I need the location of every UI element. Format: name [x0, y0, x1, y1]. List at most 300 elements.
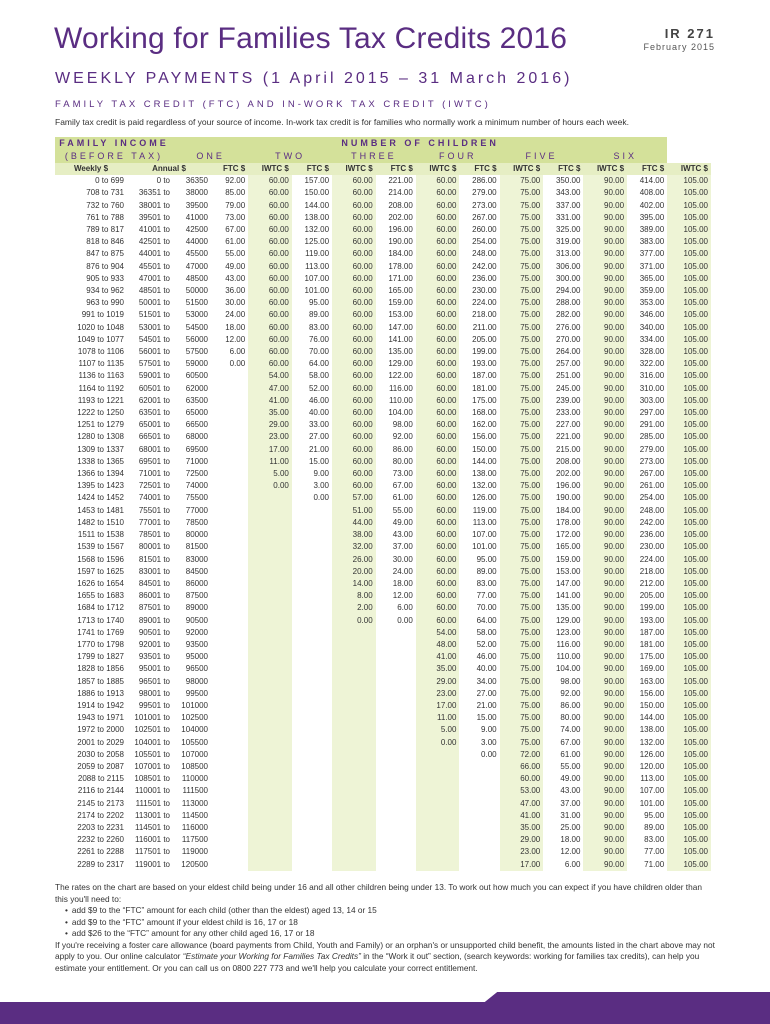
ftc-cell: 178.00: [555, 517, 581, 527]
ftc-cell: [211, 554, 248, 566]
ftc-cell: [292, 688, 332, 700]
annual-income-to-cell: 59000: [185, 359, 208, 369]
annual-income-to-cell: 50000: [185, 286, 208, 296]
table-row: [55, 810, 711, 822]
iwtc-cell: 75.00: [500, 358, 544, 370]
ftc-cell: 18.00: [560, 835, 581, 845]
ftc-cell: [211, 456, 248, 468]
iwtc-cell: 75.00: [500, 492, 544, 504]
ftc-cell: 119.00: [472, 505, 497, 515]
annual-income-from-cell: 89001 to: [138, 615, 170, 625]
ftc-cell: 230.00: [472, 286, 497, 296]
footer-notes: [55, 882, 715, 974]
ftc-cell: 9.00: [481, 725, 497, 735]
ftc-cell: [459, 846, 499, 858]
annual-income-from-cell: 68001 to: [138, 444, 170, 454]
iwtc-cell: [332, 785, 376, 797]
ftc-cell: [459, 773, 499, 785]
iwtc-cell: 105.00: [667, 261, 711, 273]
ftc-cell: [376, 785, 416, 797]
iwtc-cell: 105.00: [667, 834, 711, 846]
iwtc-cell: 38.00: [332, 529, 376, 541]
iwtc-cell: 11.00: [248, 456, 292, 468]
table-row: [55, 334, 711, 346]
ftc-cell: 156.00: [472, 432, 497, 442]
weekly-income-cell: 1914 to 1942: [77, 700, 124, 710]
footer-bullet: • add $9 to the “FTC” amount if your eldest child is 16, 17 or 18: [65, 917, 715, 929]
iwtc-cell: 75.00: [500, 627, 544, 639]
ftc-cell: [292, 529, 332, 541]
ftc-cell: 0.00: [481, 749, 497, 759]
ftc-cell: [211, 517, 248, 529]
annual-income-to-cell: 110000: [181, 774, 208, 784]
iwtc-cell: 105.00: [667, 590, 711, 602]
weekly-income-cell: 1684 to 1712: [77, 603, 124, 613]
iwtc-cell: 90.00: [583, 236, 627, 248]
iwtc-cell: 23.00: [248, 431, 292, 443]
iwtc-cell: 60.00: [332, 456, 376, 468]
iwtc-cell: 75.00: [500, 651, 544, 663]
ftc-cell: 122.00: [388, 371, 413, 381]
iwtc-cell: 60.00: [416, 346, 460, 358]
ftc-cell: 144.00: [639, 713, 665, 723]
ftc-cell: [376, 846, 416, 858]
ftc-cell: 221.00: [388, 176, 413, 186]
iwtc-cell: 60.00: [248, 187, 292, 199]
ftc-cell: 306.00: [555, 261, 581, 271]
ftc-cell: 85.00: [225, 188, 246, 198]
footer-paragraph-2-end: in the “Work it out” section, (search keywords: working for families tax credits), can help you estimate your entitlement. Or you can call us on 0800 227 773 and we'll help you calculate your correct entitlement.: [55, 951, 700, 973]
iwtc-cell: 105.00: [667, 505, 711, 517]
table-row: [55, 615, 711, 627]
annual-income-to-cell: 120500: [181, 859, 208, 869]
iwtc-cell: 105.00: [667, 334, 711, 346]
annual-income-from-cell: 96501 to: [138, 676, 170, 686]
ftc-cell: 202.00: [388, 212, 413, 222]
iwtc-cell: [248, 737, 292, 749]
weekly-income-cell: 1424 to 1452: [77, 493, 124, 503]
ftc-cell: 159.00: [388, 298, 413, 308]
iwtc-cell: 60.00: [416, 407, 460, 419]
iwtc-cell: 90.00: [583, 798, 627, 810]
ftc-cell: 276.00: [555, 322, 581, 332]
ftc-cell: [292, 846, 332, 858]
weekly-income-cell: 1193 to 1221: [77, 395, 124, 405]
table-row: [55, 590, 711, 602]
annual-income-from-cell: 110001 to: [135, 786, 170, 796]
iwtc-cell: 105.00: [667, 273, 711, 285]
ftc-cell: 107.00: [304, 273, 330, 283]
iwtc-cell: [332, 749, 376, 761]
ftc-cell: 58.00: [476, 627, 497, 637]
weekly-income-cell: 1886 to 1913: [77, 688, 124, 698]
weekly-income-cell: 2203 to 2231: [77, 822, 124, 832]
ftc-cell: [211, 627, 248, 639]
ftc-cell: 248.00: [472, 249, 497, 259]
ftc-cell: 83.00: [644, 835, 665, 845]
ftc-cell: [211, 724, 248, 736]
table-row: [55, 273, 711, 285]
ftc-cell: 331.00: [555, 212, 581, 222]
iwtc-cell: 60.00: [332, 285, 376, 297]
ftc-cell: 153.00: [388, 310, 413, 320]
iwtc-cell: 60.00: [416, 566, 460, 578]
iwtc-cell: 90.00: [583, 602, 627, 614]
table-row: [55, 712, 711, 724]
ftc-cell: 79.00: [225, 200, 246, 210]
annual-income-to-cell: 101000: [181, 700, 208, 710]
ftc-cell: 359.00: [639, 286, 665, 296]
annual-income-to-cell: 53000: [185, 310, 208, 320]
ftc-cell: [376, 676, 416, 688]
ftc-cell: 12.00: [392, 591, 413, 601]
ftc-cell: [459, 798, 499, 810]
weekly-income-cell: 1943 to 1971: [77, 713, 124, 723]
ftc-cell: 236.00: [639, 530, 665, 540]
iwtc-cell: [332, 651, 376, 663]
weekly-income-cell: 1338 to 1365: [77, 456, 124, 466]
iwtc-cell: 60.00: [248, 334, 292, 346]
table-row: [55, 798, 711, 810]
ftc-cell: 21.00: [308, 444, 330, 454]
table-row: [55, 688, 711, 700]
iwtc-cell: 57.00: [332, 492, 376, 504]
iwtc-cell: 90.00: [583, 761, 627, 773]
annual-income-from-cell: 36351 to: [138, 188, 170, 198]
iwtc-cell: 105.00: [667, 529, 711, 541]
iwtc-cell: 20.00: [332, 566, 376, 578]
annual-income-to-cell: 60500: [185, 371, 208, 381]
iwtc-cell: 60.00: [248, 212, 292, 224]
table-row: [55, 248, 711, 260]
iwtc-cell: 105.00: [667, 566, 711, 578]
ftc-cell: 113.00: [640, 774, 665, 784]
annual-income-from-cell: 66501 to: [138, 432, 170, 442]
weekly-income-cell: 1828 to 1856: [77, 664, 124, 674]
annual-income-to-cell: 84500: [185, 566, 208, 576]
ftc-cell: 52.00: [308, 383, 330, 393]
ftc-cell: [211, 712, 248, 724]
form-date: February 2015: [643, 42, 715, 52]
iwtc-cell: [332, 724, 376, 736]
ftc-cell: 279.00: [639, 444, 665, 454]
weekly-income-cell: 2232 to 2260: [77, 835, 124, 845]
ftc-cell: 101.00: [472, 542, 497, 552]
ftc-cell: 61.00: [392, 493, 413, 503]
ftc-cell: 242.00: [639, 517, 665, 527]
annual-income-from-cell: 65001 to: [138, 420, 170, 430]
iwtc-cell: 75.00: [500, 554, 544, 566]
ftc-cell: 260.00: [472, 225, 497, 235]
ftc-cell: 325.00: [555, 225, 581, 235]
weekly-income-cell: 789 to 817: [86, 225, 124, 235]
iwtc-cell: 60.00: [332, 407, 376, 419]
ftc-cell: [292, 602, 332, 614]
ftc-cell: [292, 737, 332, 749]
ftc-cell: 12.00: [225, 334, 246, 344]
weekly-income-cell: 1453 to 1481: [77, 505, 124, 515]
weekly-income-cell: 1482 to 1510: [77, 517, 124, 527]
iwtc-cell: [332, 859, 376, 871]
ftc-cell: 144.00: [472, 456, 497, 466]
table-row: [55, 187, 711, 199]
children-two-header: TWO: [248, 150, 332, 163]
iwtc-cell: 75.00: [500, 431, 544, 443]
iwtc-cell: 75.00: [500, 407, 544, 419]
ftc-cell: [459, 810, 499, 822]
ftc-cell: [292, 700, 332, 712]
weekly-income-cell: 1568 to 1596: [77, 554, 124, 564]
iwtc-cell: 105.00: [667, 297, 711, 309]
ftc-cell: 135.00: [555, 603, 581, 613]
ftc-cell: 402.00: [639, 200, 665, 210]
iwtc-cell: 60.00: [416, 236, 460, 248]
ftc-cell: [292, 505, 332, 517]
ftc-cell: 178.00: [388, 261, 413, 271]
iwtc-cell: 90.00: [583, 309, 627, 321]
iwtc-cell: 47.00: [500, 798, 544, 810]
weekly-income-cell: 1972 to 2000: [77, 725, 124, 735]
annual-income-to-cell: 38000: [185, 188, 208, 198]
annual-income-from-cell: 77001 to: [138, 517, 170, 527]
iwtc-cell: 23.00: [500, 846, 544, 858]
ftc-cell: 110.00: [556, 652, 581, 662]
footer-paragraph-2-start: If you're receiving a foster care allowance (board payments from Child, Youth and Family) or an orphan's or unsupported child benefit, the amounts listed in the chart above may not apply to you. Our online calculator: [55, 939, 715, 961]
iwtc-cell: [248, 761, 292, 773]
iwtc-cell: [248, 590, 292, 602]
ftc-cell: 212.00: [639, 578, 665, 588]
iwtc-cell: [416, 810, 460, 822]
annual-income-from-cell: 92001 to: [138, 639, 170, 649]
ftc-cell: 273.00: [472, 200, 497, 210]
annual-income-to-cell: 104000: [181, 725, 208, 735]
ftc-cell: [211, 419, 248, 431]
iwtc-cell: 60.00: [248, 346, 292, 358]
ftc-cell: [211, 480, 248, 492]
ftc-cell: [376, 822, 416, 834]
annual-income-from-cell: 41001 to: [138, 225, 170, 235]
annual-income-from-cell: 62001 to: [138, 395, 170, 405]
annual-income-to-cell: 42500: [185, 225, 208, 235]
ftc-cell: 208.00: [388, 200, 413, 210]
annual-income-from-cell: 102501 to: [134, 725, 170, 735]
annual-income-from-cell: 74001 to: [138, 493, 170, 503]
annual-income-to-cell: 74000: [185, 481, 208, 491]
annual-income-to-cell: 119000: [181, 847, 208, 857]
ftc-cell: [292, 627, 332, 639]
iwtc-cell: 35.00: [248, 407, 292, 419]
iwtc-cell: 60.00: [332, 358, 376, 370]
ftc-cell: [211, 602, 248, 614]
iwtc-cell: [248, 602, 292, 614]
table-row: [55, 505, 711, 517]
annual-income-from-cell: 117501 to: [135, 847, 170, 857]
ftc-cell: [211, 700, 248, 712]
iwtc-cell: [248, 846, 292, 858]
ftc-cell: 126.00: [639, 749, 665, 759]
iwtc-cell: [248, 639, 292, 651]
table-row: [55, 175, 711, 187]
ftc-cell: [292, 810, 332, 822]
ftc-cell: [211, 737, 248, 749]
iwtc-cell: 29.00: [416, 676, 460, 688]
ftc-cell: 0.00: [313, 493, 330, 503]
table-row: [55, 236, 711, 248]
iwtc-cell: [416, 834, 460, 846]
ftc-cell: 190.00: [388, 237, 413, 247]
iwtc-cell: 105.00: [667, 200, 711, 212]
weekly-income-cell: 1395 to 1423: [77, 481, 124, 491]
iwtc-cell: 60.00: [416, 248, 460, 260]
ftc-cell: 196.00: [388, 225, 413, 235]
ftc-cell: 12.00: [560, 847, 581, 857]
ftc-cell: 239.00: [555, 395, 581, 405]
ftc-cell: 273.00: [639, 456, 665, 466]
annual-income-to-cell: 83000: [185, 554, 208, 564]
iwtc-cell: [248, 822, 292, 834]
ftc-cell: [292, 566, 332, 578]
iwtc-cell: 90.00: [583, 480, 627, 492]
ftc-cell: 40.00: [476, 664, 497, 674]
iwtc-cell: 90.00: [583, 846, 627, 858]
ftc-cell: 64.00: [308, 359, 330, 369]
annual-income-to-cell: 87500: [185, 591, 208, 601]
ftc-cell: [211, 578, 248, 590]
iwtc-cell: 90.00: [583, 200, 627, 212]
ftc-cell: 71.00: [644, 859, 665, 869]
ftc-cell: [211, 370, 248, 382]
iwtc-cell: 75.00: [500, 200, 544, 212]
ftc-cell: 61.00: [560, 749, 581, 759]
table-row: [55, 419, 711, 431]
iwtc-cell: 41.00: [500, 810, 544, 822]
ftc-cell: 184.00: [388, 249, 413, 259]
iwtc-cell: 75.00: [500, 273, 544, 285]
ftc-cell: 119.00: [305, 249, 330, 259]
iwtc-cell: 60.00: [416, 383, 460, 395]
iwtc-cell: 105.00: [667, 383, 711, 395]
iwtc-cell: 14.00: [332, 578, 376, 590]
table-row: [55, 846, 711, 858]
weekly-income-cell: 2116 to 2144: [77, 786, 124, 796]
iwtc-cell: 5.00: [416, 724, 460, 736]
ftc-cell: 187.00: [472, 371, 497, 381]
ftc-cell: 254.00: [472, 237, 497, 247]
ftc-cell: [211, 846, 248, 858]
iwtc-cell: 75.00: [500, 456, 544, 468]
calculator-name: “Estimate your Working for Families Tax Credits”: [182, 951, 361, 961]
ftc-cell: 294.00: [555, 286, 581, 296]
iwtc-cell: [248, 676, 292, 688]
iwtc-cell: 90.00: [583, 529, 627, 541]
ftc-cell: 92.00: [560, 688, 581, 698]
iwtc-cell: 105.00: [667, 712, 711, 724]
iwtc-cell: 90.00: [583, 187, 627, 199]
ftc-cell: [376, 651, 416, 663]
table-row: [55, 431, 711, 443]
ftc-cell: 168.00: [472, 408, 497, 418]
ftc-cell: 67.00: [225, 225, 246, 235]
iwtc-cell: [248, 627, 292, 639]
ftc-cell: 27.00: [308, 432, 330, 442]
ftc-cell: [211, 383, 248, 395]
ftc-cell: [292, 761, 332, 773]
iwtc-cell: 17.00: [416, 700, 460, 712]
iwtc-cell: 90.00: [583, 297, 627, 309]
iwtc-cell: 32.00: [332, 541, 376, 553]
ftc-cell: 337.00: [555, 200, 581, 210]
ftc-cell: 15.00: [308, 456, 330, 466]
ftc-cell: 116.00: [388, 383, 413, 393]
ftc-cell: 227.00: [555, 420, 581, 430]
iwtc-cell: 105.00: [667, 761, 711, 773]
ftc-cell: 15.00: [476, 713, 497, 723]
annual-income-to-cell: 96500: [185, 664, 208, 674]
ftc-cell: 95.00: [644, 810, 665, 820]
iwtc-cell: 90.00: [583, 358, 627, 370]
ftc-cell: 150.00: [472, 444, 497, 454]
ftc-column-header: FTC $: [627, 163, 667, 175]
iwtc-cell: 90.00: [583, 395, 627, 407]
ftc-cell: 291.00: [639, 420, 665, 430]
ftc-cell: 215.00: [555, 444, 581, 454]
iwtc-cell: 105.00: [667, 627, 711, 639]
iwtc-cell: 75.00: [500, 517, 544, 529]
iwtc-cell: 90.00: [583, 688, 627, 700]
ftc-cell: 218.00: [639, 566, 665, 576]
iwtc-cell: [248, 492, 292, 504]
iwtc-cell: 90.00: [583, 676, 627, 688]
footer-paragraph-2: [55, 940, 715, 975]
iwtc-cell: 60.00: [332, 224, 376, 236]
iwtc-cell: 90.00: [583, 492, 627, 504]
table-row: [55, 200, 711, 212]
iwtc-cell: 105.00: [667, 419, 711, 431]
iwtc-cell: 90.00: [583, 212, 627, 224]
ftc-cell: 279.00: [472, 188, 497, 198]
annual-income-from-cell: 57501 to: [138, 359, 170, 369]
ftc-cell: [376, 773, 416, 785]
table-row: [55, 297, 711, 309]
ftc-cell: [292, 554, 332, 566]
intro-text: Family tax credit is paid regardless of your source of income. In-work tax credit is for families who normally work a minimum number of hours each week.: [55, 117, 629, 127]
iwtc-cell: 105.00: [667, 810, 711, 822]
weekly-income-cell: 2289 to 2317: [77, 859, 124, 869]
ftc-cell: 89.00: [476, 566, 497, 576]
iwtc-cell: 60.00: [416, 334, 460, 346]
ftc-cell: 46.00: [476, 652, 497, 662]
ftc-cell: 163.00: [639, 676, 665, 686]
ftc-cell: 36.00: [225, 286, 246, 296]
iwtc-cell: 90.00: [583, 370, 627, 382]
table-row: [55, 517, 711, 529]
iwtc-cell: 105.00: [667, 358, 711, 370]
children-four-header: FOUR: [416, 150, 500, 163]
ftc-cell: [211, 859, 248, 871]
section-heading: FAMILY TAX CREDIT (FTC) AND IN-WORK TAX CREDIT (IWTC): [55, 99, 491, 110]
ftc-cell: 37.00: [392, 542, 413, 552]
iwtc-cell: [248, 517, 292, 529]
iwtc-cell: [248, 700, 292, 712]
iwtc-cell: 105.00: [667, 346, 711, 358]
ftc-cell: [376, 724, 416, 736]
weekly-income-cell: 1078 to 1106: [77, 347, 124, 357]
ftc-cell: 175.00: [472, 395, 497, 405]
iwtc-cell: 105.00: [667, 322, 711, 334]
ftc-cell: 224.00: [639, 554, 665, 564]
annual-income-from-cell: 99501 to: [138, 700, 170, 710]
table-row: [55, 322, 711, 334]
